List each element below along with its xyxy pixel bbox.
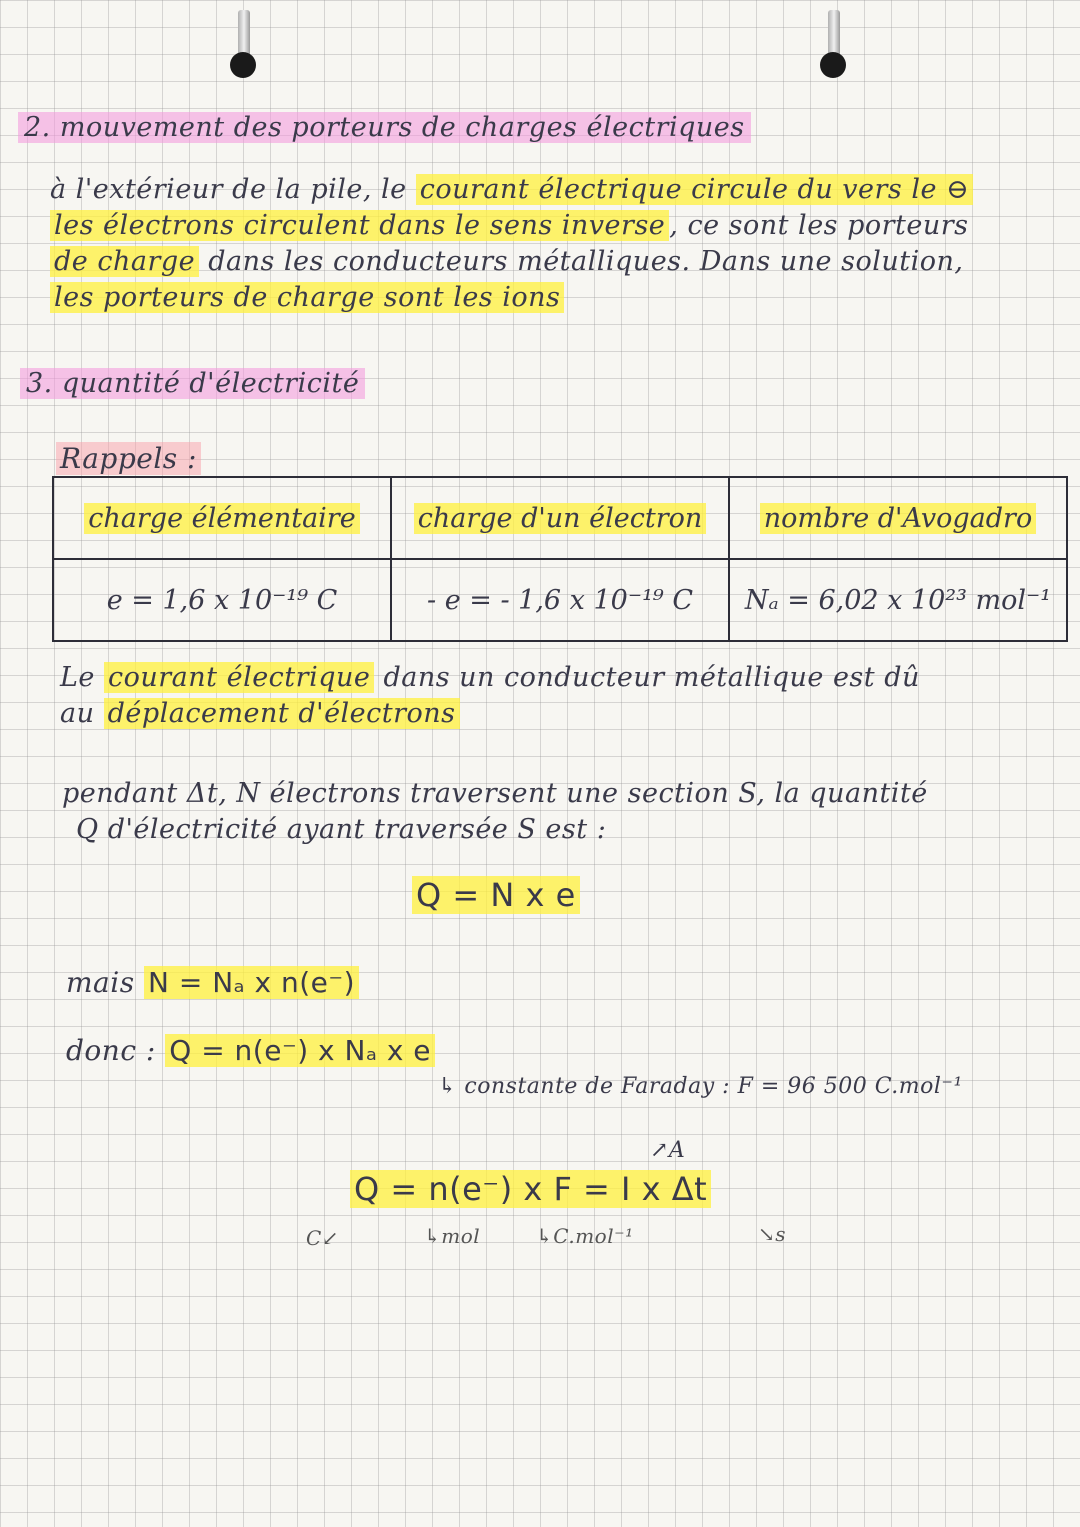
paragraph-line-2: les électrons circulent dans le sens inverse , ce sont les porteurs (50, 208, 1050, 244)
current-line-1: Le courant électrique dans un conducteur métallique est dû (60, 662, 920, 693)
section-2-paragraph (50, 172, 1050, 316)
table-header-cell: charge élémentaire (53, 477, 391, 559)
unit-seconds: ↘s (758, 1222, 787, 1246)
unit-c-per-mol: ↳C.mol⁻¹ (536, 1224, 634, 1248)
pendant-paragraph (62, 776, 1062, 848)
section-2-title: 2. mouvement des porteurs de charges électriques (18, 112, 751, 143)
table-header-row (53, 477, 1067, 559)
rappels-label: Rappels : (56, 442, 201, 475)
binder-ring-right (818, 10, 848, 90)
section-3-title: 3. quantité d'électricité (20, 368, 365, 399)
current-paragraph (60, 660, 1060, 732)
rappels-table (52, 476, 1068, 642)
donc-line: donc : Q = n(e⁻) x Nₐ x e (66, 1034, 435, 1067)
paragraph-line-3: de charge dans les conducteurs métalliques. Dans une solution, (50, 244, 1050, 280)
binder-ring-left (228, 10, 258, 90)
faraday-note: ↳ constante de Faraday : F = 96 500 C.mol⁻¹ (438, 1074, 963, 1099)
table-header-cell: charge d'un électron (391, 477, 729, 559)
unit-mol: ↳mol (424, 1224, 481, 1248)
table-cell: - e = - 1,6 x 10⁻¹⁹ C (391, 559, 729, 641)
pendant-line-2: Q d'électricité ayant traversée S est : (76, 814, 607, 845)
current-line-2: au déplacement d'électrons (60, 696, 1060, 732)
unit-coulomb: C↙ (306, 1226, 340, 1250)
paragraph-line-1: à l'extérieur de la pile, le courant électrique circule du vers le ⊖ (50, 172, 1050, 208)
arrow-ampere: ↗A (650, 1138, 686, 1163)
table-cell: Nₐ = 6,02 x 10²³ mol⁻¹ (729, 559, 1067, 641)
table-cell: e = 1,6 x 10⁻¹⁹ C (53, 559, 391, 641)
formula-q-ne: Q = N x e (412, 876, 580, 914)
table-row (53, 559, 1067, 641)
formula-q-faraday: Q = n(e⁻) x F = I x Δt (350, 1170, 711, 1208)
mais-line: mais N = Nₐ x n(e⁻) (66, 966, 359, 999)
paragraph-line-4: les porteurs de charge sont les ions (50, 280, 1050, 316)
pendant-line-1: pendant Δt, N électrons traversent une section S, la quantité (62, 778, 928, 809)
table-header-cell: nombre d'Avogadro (729, 477, 1067, 559)
